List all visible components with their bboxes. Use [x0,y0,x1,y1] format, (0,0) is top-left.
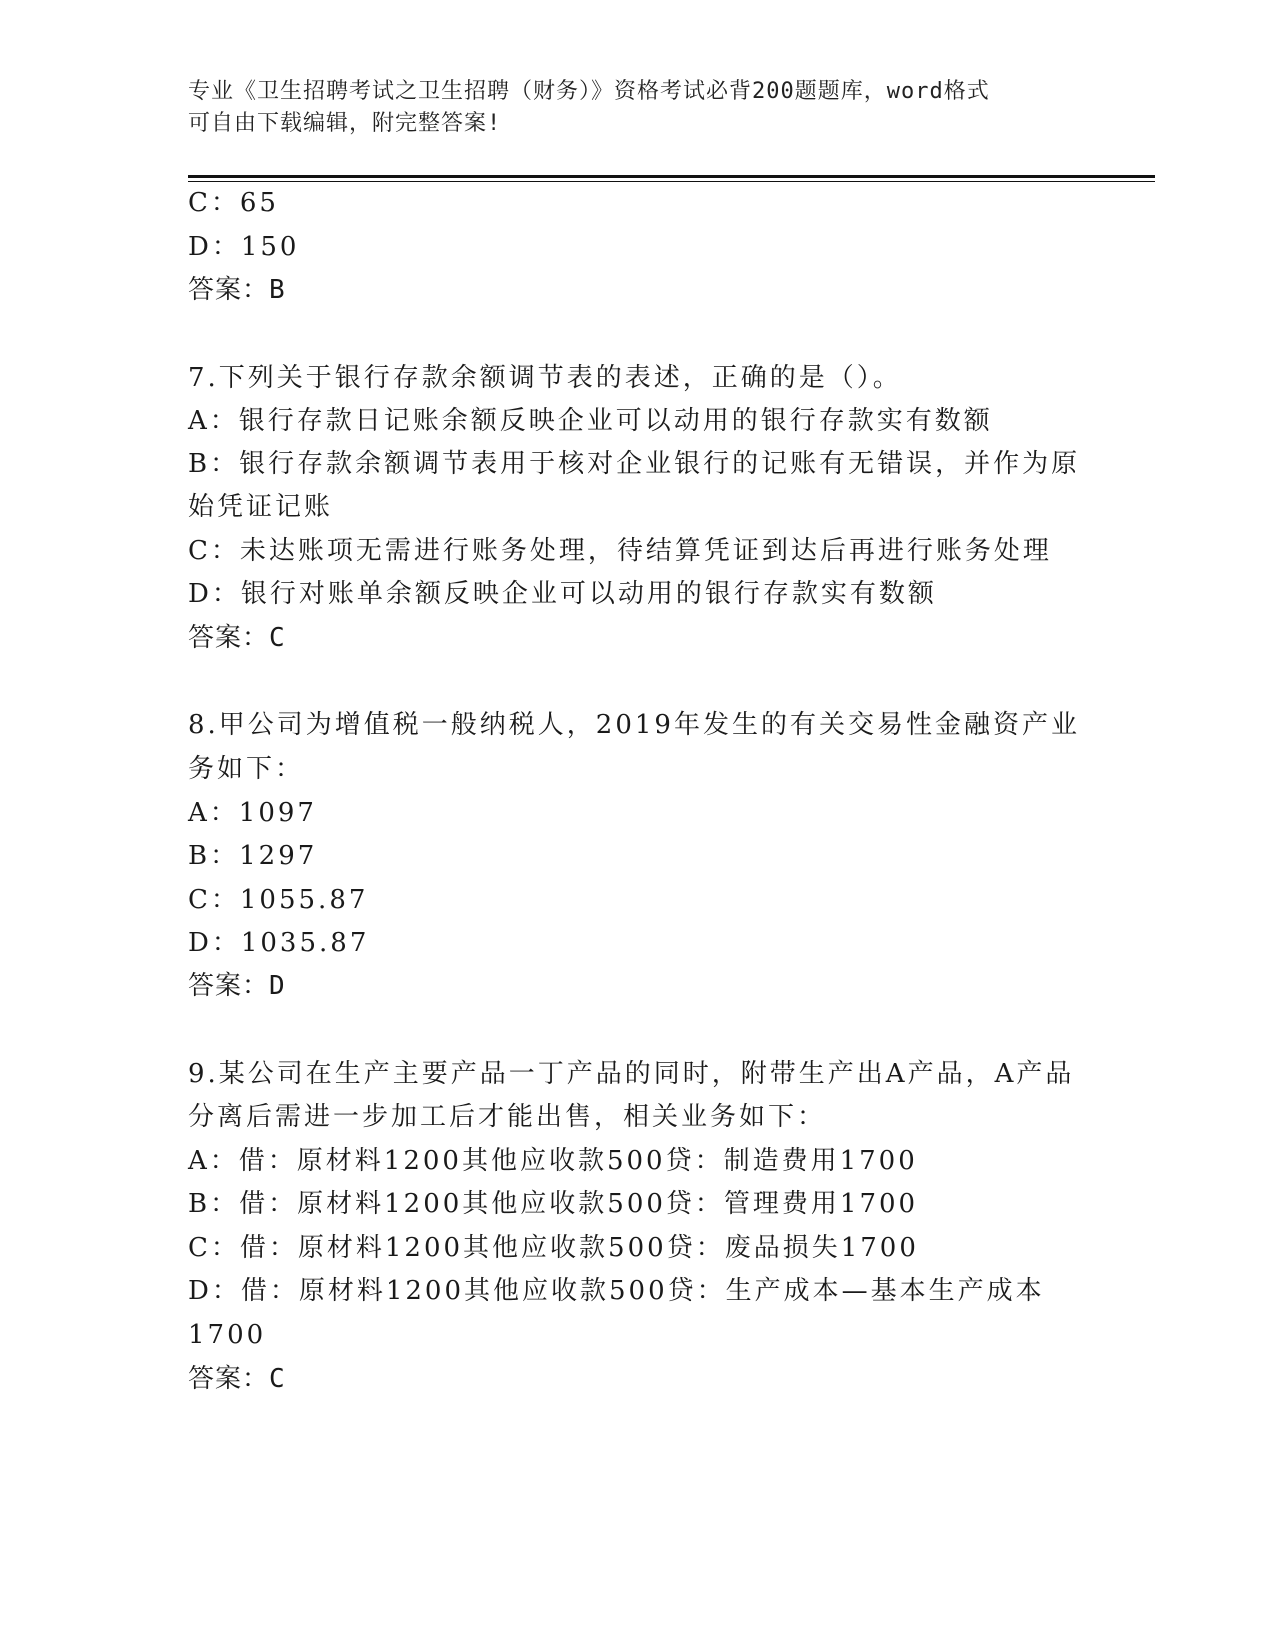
header-title-line-1: 专业《卫生招聘考试之卫生招聘（财务）》资格考试必背200题题库，word格式 [188,79,990,104]
q9-option-a: A：借：原材料1200其他应收款500贷：制造费用1700 [188,1146,918,1176]
q8-option-b: B：1297 [188,841,318,871]
q7-option-b-line-1: B：银行存款余额调节表用于核对企业银行的记账有无错误，并作为原 [188,449,1081,479]
q6-option-c: C：65 [188,188,279,218]
q9-option-d-line-2: 1700 [188,1320,267,1350]
q6-option-d: D：150 [188,232,300,262]
q7-option-b-line-2: 始凭证记账 [188,492,334,522]
q7-option-a: A：银行存款日记账余额反映企业可以动用的银行存款实有数额 [188,406,993,436]
q7-stem: 7.下列关于银行存款余额调节表的表述，正确的是（）。 [188,363,902,393]
document-header [188,76,1068,140]
q8-stem-line-1: 8.甲公司为增值税一般纳税人，2019年发生的有关交易性金融资产业 [188,710,1080,740]
q7-answer: 答案：C [188,623,286,653]
q7-option-d: D：银行对账单余额反映企业可以动用的银行存款实有数额 [188,579,937,609]
q8-option-d: D：1035.87 [188,928,370,958]
header-rule-thick [188,175,1155,178]
q9-stem-line-2: 分离后需进一步加工后才能出售，相关业务如下： [188,1102,827,1132]
q8-answer: 答案：D [188,971,286,1001]
header-rule-thin [188,181,1155,182]
q7-option-c: C：未达账项无需进行账务处理，待结算凭证到达后再进行账务处理 [188,536,1052,566]
q6-answer: 答案：B [188,275,286,305]
q9-option-c: C：借：原材料1200其他应收款500贷：废品损失1700 [188,1233,919,1263]
q8-stem-line-2: 务如下： [188,754,305,784]
q9-option-b: B：借：原材料1200其他应收款500贷：管理费用1700 [188,1189,919,1219]
q9-answer: 答案：C [188,1364,286,1394]
header-title-line-2: 可自由下载编辑，附完整答案! [188,111,502,136]
q8-option-a: A：1097 [188,798,317,828]
q8-option-c: C：1055.87 [188,885,369,915]
q9-stem-line-1: 9.某公司在生产主要产品一丁产品的同时，附带生产出A产品，A产品 [188,1059,1075,1089]
q9-option-d-line-1: D：借：原材料1200其他应收款500贷：生产成本—基本生产成本 [188,1276,1045,1306]
